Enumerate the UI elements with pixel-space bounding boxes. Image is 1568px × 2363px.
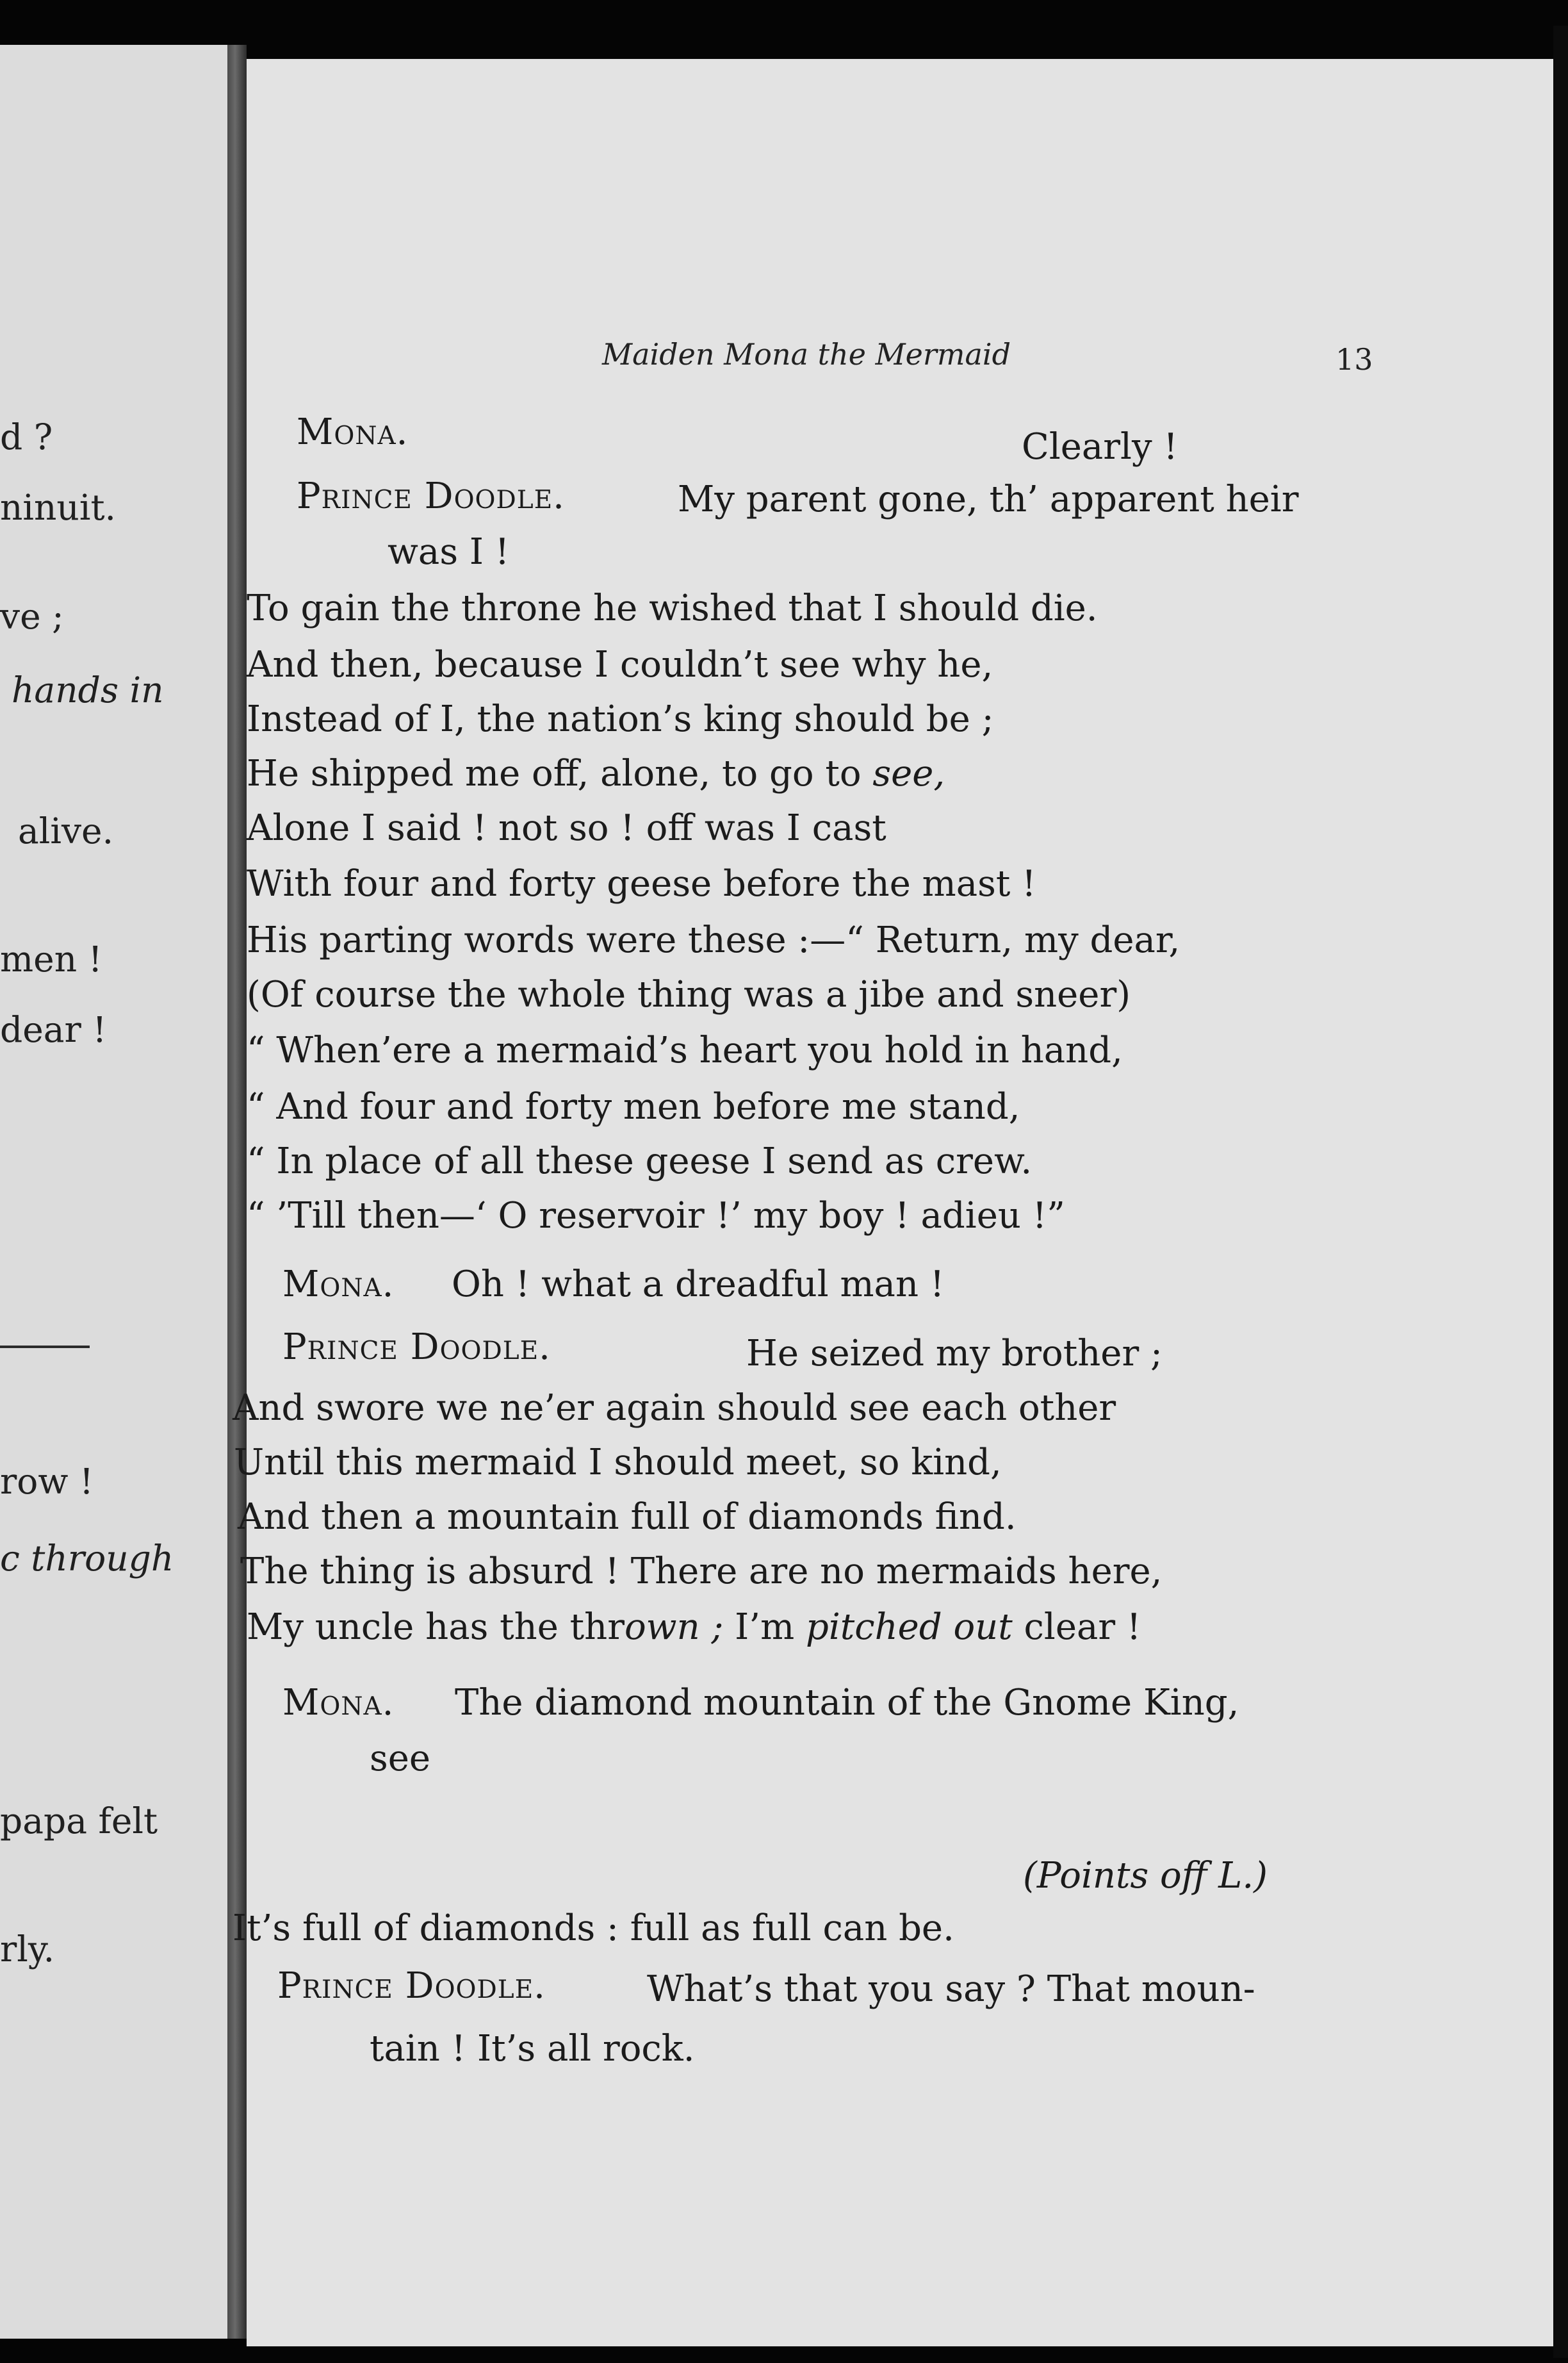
page-number: 13 [1335, 342, 1373, 377]
speaker-label: Prince Doodle. [297, 475, 565, 517]
verse-line: see [370, 1738, 431, 1779]
verse-text: He shipped me off, alone, to go to [247, 753, 873, 795]
page-edge-shadow [1553, 26, 1568, 2358]
verse-line: (Of course the whole thing was a jibe and sneer) [247, 974, 1131, 1016]
stage-direction: (Points off L.) [1023, 1855, 1268, 1897]
verse-line: With four and forty geese before the mast ! [247, 863, 1036, 905]
fragment-line: c through [0, 1538, 174, 1579]
dialogue-line: What’s that you say ? That moun- [647, 1968, 1255, 2010]
speaker-label: Prince Doodle. [282, 1326, 551, 1368]
verse-line: His parting words were these :—“ Return, my dear, [247, 919, 1180, 961]
verse-emphasis: pitched out [805, 1606, 1013, 1648]
speaker-label: Mona. [282, 1264, 395, 1305]
verse-line [247, 753, 945, 795]
speaker-label: Mona. [297, 411, 409, 453]
facing-page-fragment [0, 45, 231, 2339]
verse-line: “ In place of all these geese I send as crew. [247, 1140, 1033, 1182]
verse-emphasis: see, [872, 753, 945, 795]
verse-line: Instead of I, the nation’s king should be ; [247, 698, 994, 740]
verse-line: Until this mermaid I should meet, so kind, [234, 1442, 1002, 1483]
speaker-label: Mona. [282, 1682, 395, 1724]
fragment-line: row ! [0, 1461, 94, 1502]
verse-line: And swore we ne’er again should see each other [233, 1387, 1116, 1429]
speaker-label: Prince Doodle. [277, 1965, 546, 2007]
verse-line: “ ’Till then—‘ O reservoir !’ my boy ! adieu !” [247, 1195, 1065, 1237]
verse-line: The thing is absurd ! There are no mermaids here, [240, 1551, 1163, 1592]
book-gutter [227, 45, 247, 2339]
fragment-line: hands in [12, 670, 164, 711]
verse-line: tain ! It’s all rock. [370, 2028, 695, 2070]
dialogue-line: Clearly ! [1022, 426, 1178, 468]
fragment-line: papa felt [0, 1800, 158, 1841]
dialogue-line: Oh ! what a dreadful man ! [452, 1264, 945, 1305]
fragment-line: ninuit. [0, 487, 117, 528]
verse-line [247, 1606, 1141, 1648]
fragment-line: rly. [0, 1929, 55, 1970]
verse-line: And then a mountain full of diamonds find. [238, 1496, 1017, 1538]
verse-text: clear ! [1012, 1606, 1141, 1648]
verse-text: I’m [723, 1606, 806, 1648]
fragment-line: ve ; [0, 596, 64, 637]
fragment-line: d ? [0, 416, 53, 457]
fragment-line: men ! [0, 939, 102, 980]
verse-text: My uncle has the thr [247, 1606, 625, 1648]
verse-line: To gain the throne he wished that I should die. [247, 588, 1098, 629]
dialogue-line: He seized my brother ; [746, 1333, 1163, 1374]
fragment-rule [0, 1346, 90, 1348]
book-page [233, 59, 1553, 2346]
verse-line: And then, because I couldn’t see why he, [247, 644, 993, 686]
verse-emphasis: own ; [624, 1606, 724, 1648]
verse-line: Alone I said ! not so ! off was I cast [247, 807, 886, 849]
verse-line: was I ! [388, 531, 510, 573]
dialogue-line: My parent gone, th’ apparent heir [678, 479, 1299, 520]
dialogue-line: The diamond mountain of the Gnome King, [455, 1682, 1239, 1724]
fragment-line: dear ! [0, 1009, 107, 1050]
fragment-line: alive. [18, 811, 114, 852]
verse-line: It’s full of diamonds : full as full can be. [233, 1907, 954, 1949]
verse-line: “ And four and forty men before me stand, [247, 1086, 1020, 1128]
running-head: Maiden Mona the Mermaid [602, 337, 1011, 372]
verse-line: “ When’ere a mermaid’s heart you hold in hand, [247, 1030, 1123, 1071]
